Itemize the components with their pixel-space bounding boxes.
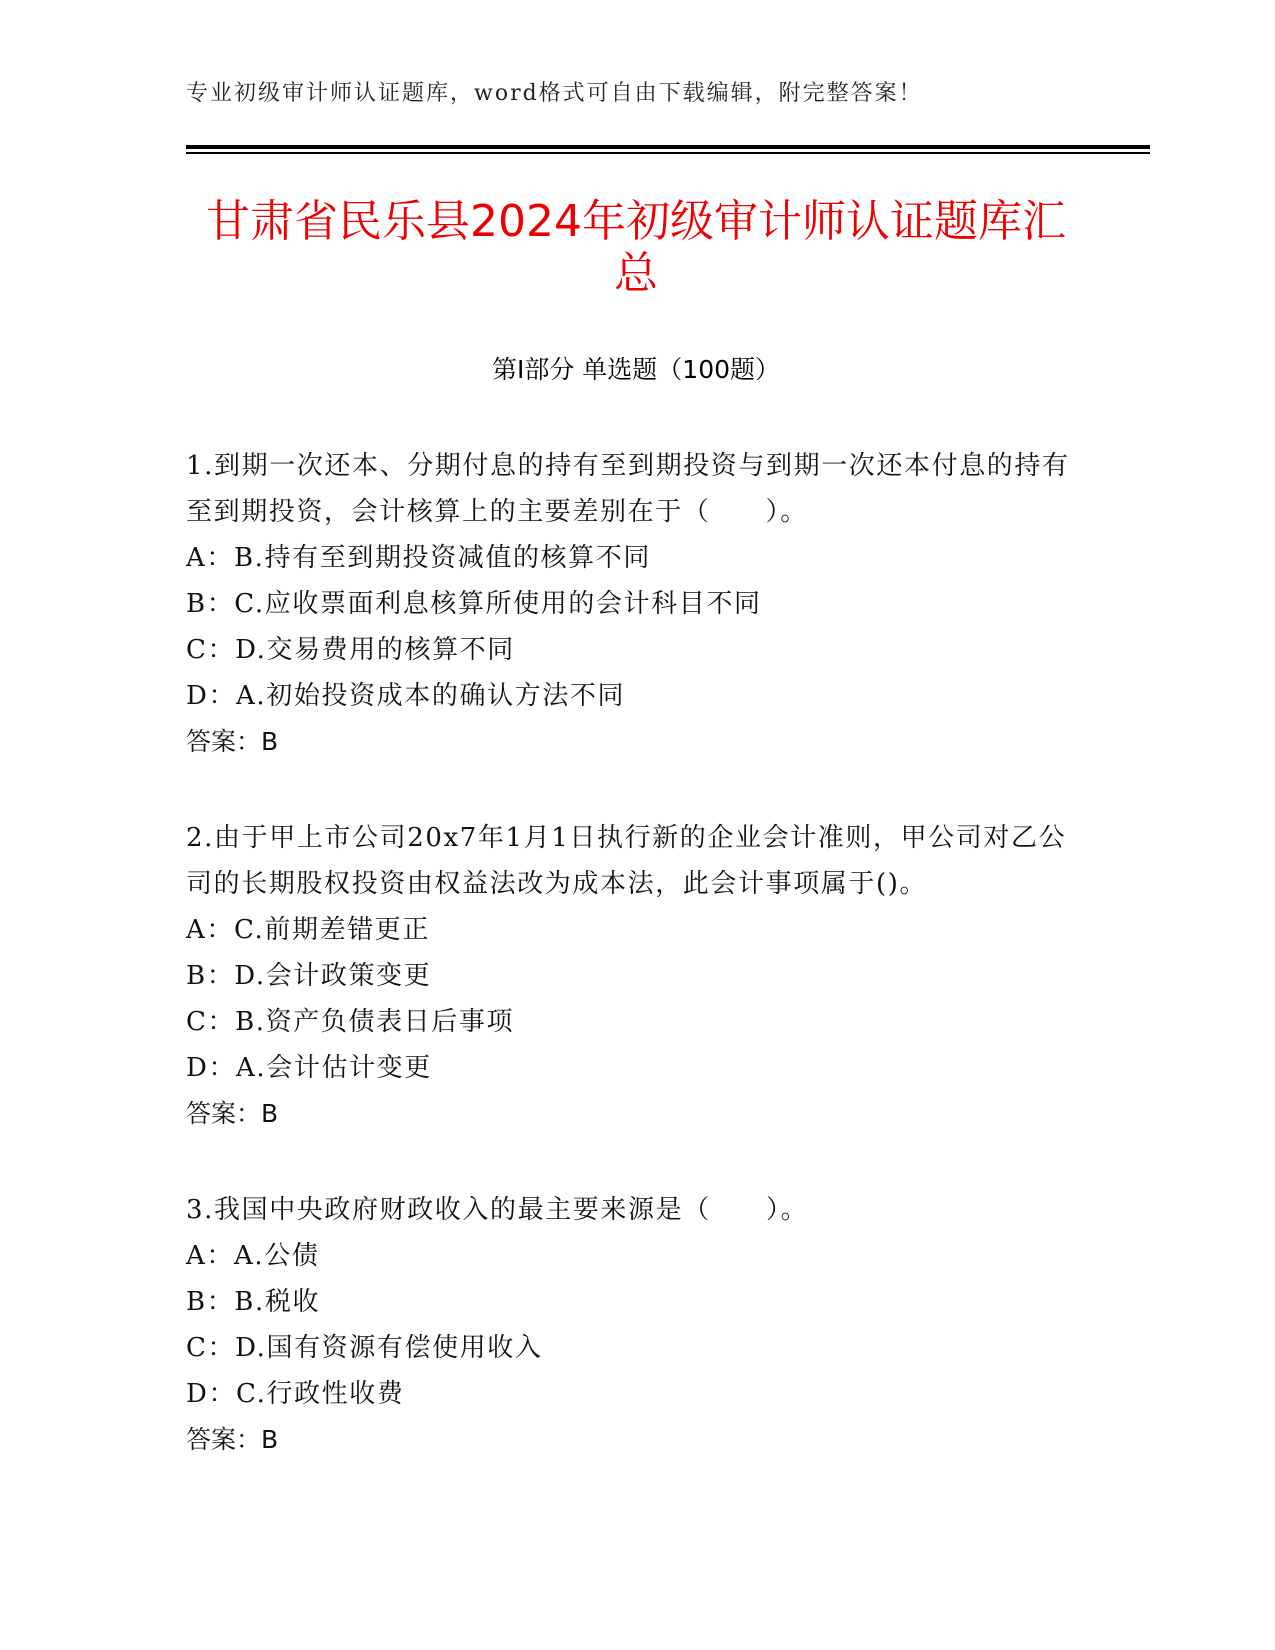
option-c: C：D.交易费用的核算不同 bbox=[186, 635, 515, 665]
document-title: 甘肃省民乐县2024年初级审计师认证题库汇总 bbox=[206, 196, 1066, 299]
question-stem: 2.由于甲上市公司20x7年1月1日执行新的企业会计准则，甲公司对乙公司的长期股权投资由权益法改为成本法，此会计事项属于()。 bbox=[186, 823, 1067, 899]
option-a: A：B.持有至到期投资减值的核算不同 bbox=[186, 543, 651, 573]
option-d: D：A.初始投资成本的确认方法不同 bbox=[186, 681, 626, 711]
option-d: D：A.会计估计变更 bbox=[186, 1053, 432, 1083]
page-header: 专业初级审计师认证题库，word格式可自由下载编辑，附完整答案！ bbox=[186, 81, 923, 106]
question-2 bbox=[186, 815, 1086, 1137]
option-b: B：B.税收 bbox=[186, 1287, 321, 1317]
option-a: A：A.公债 bbox=[186, 1241, 320, 1271]
option-d: D：C.行政性收费 bbox=[186, 1379, 405, 1409]
option-b: B：D.会计政策变更 bbox=[186, 961, 432, 991]
option-c: C：B.资产负债表日后事项 bbox=[186, 1007, 515, 1037]
header-divider-thick bbox=[186, 145, 1150, 149]
question-1 bbox=[186, 443, 1086, 765]
option-b: B：C.应收票面利息核算所使用的会计科目不同 bbox=[186, 589, 762, 619]
question-list bbox=[186, 443, 1086, 1513]
answer: 答案：B bbox=[186, 1099, 279, 1128]
header-divider-thin bbox=[186, 152, 1150, 154]
answer: 答案：B bbox=[186, 727, 279, 756]
question-3 bbox=[186, 1187, 1086, 1463]
section-heading: 第I部分 单选题（100题） bbox=[491, 355, 781, 384]
question-stem: 1.到期一次还本、分期付息的持有至到期投资与到期一次还本付息的持有至到期投资，会计核算上的主要差别在于（ ）。 bbox=[186, 451, 1070, 527]
option-a: A：C.前期差错更正 bbox=[186, 915, 431, 945]
question-stem: 3.我国中央政府财政收入的最主要来源是（ ）。 bbox=[186, 1195, 809, 1225]
answer: 答案：B bbox=[186, 1425, 279, 1454]
option-c: C：D.国有资源有偿使用收入 bbox=[186, 1333, 543, 1363]
